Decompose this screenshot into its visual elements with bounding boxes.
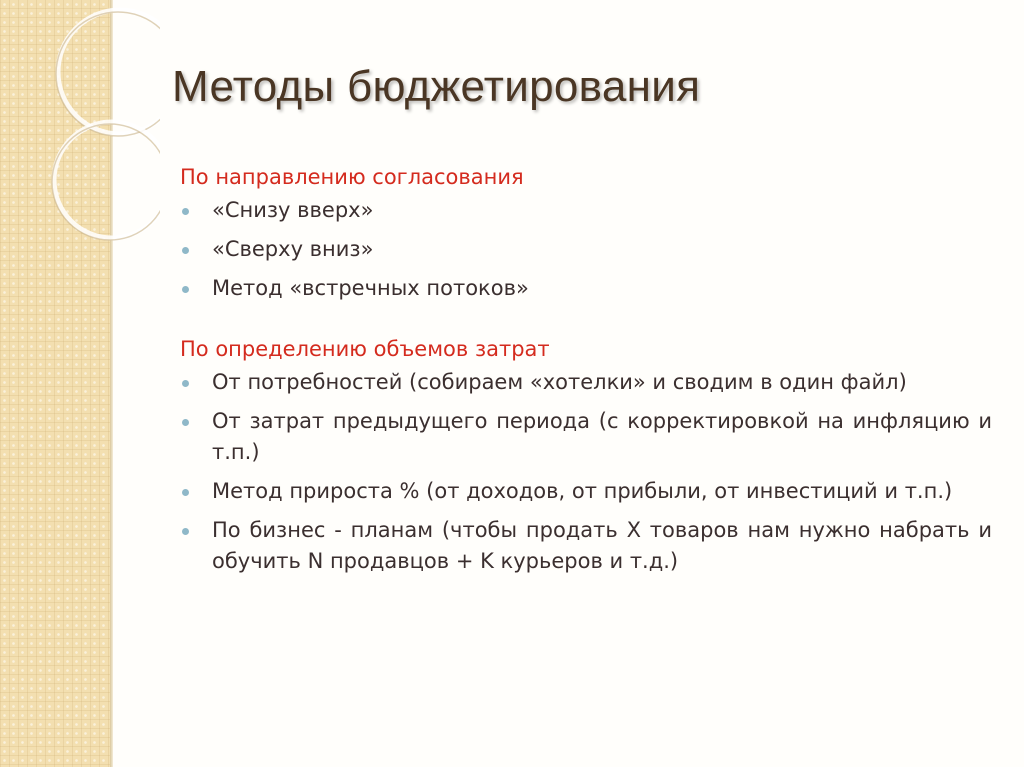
bullet-icon (182, 286, 189, 293)
slide-title: Методы бюджетирования (172, 62, 701, 111)
list-item-text: От затрат предыдущего периода (с корректировкой на инфляцию и т.п.) (212, 409, 992, 464)
list-item (180, 195, 992, 226)
section-heading-approval-direction: По направлению согласования (180, 165, 524, 189)
list-item (180, 367, 992, 398)
decorative-rings-icon (0, 0, 160, 260)
bullet-list-approval-direction (180, 195, 992, 304)
bullet-icon (182, 208, 189, 215)
list-item (180, 273, 992, 304)
list-item (180, 476, 992, 507)
slide-content (180, 162, 992, 585)
list-item-text: «Сверху вниз» (212, 237, 374, 261)
section-heading-cost-volume: По определению объемов затрат (180, 337, 550, 361)
bullet-icon (182, 528, 189, 535)
list-item-text: Метод прироста % (от доходов, от прибыли, от инвестиций и т.п.) (212, 479, 953, 503)
list-item-text: «Снизу вверх» (212, 198, 374, 222)
bullet-list-cost-volume (180, 367, 992, 577)
list-item (180, 234, 992, 265)
bullet-icon (182, 419, 189, 426)
bullet-icon (182, 489, 189, 496)
list-item-text: Метод «встречных потоков» (212, 276, 529, 300)
list-item (180, 515, 992, 577)
list-item-text: От потребностей (собираем «хотелки» и сводим в один файл) (212, 370, 907, 394)
bullet-icon (182, 380, 189, 387)
bullet-icon (182, 247, 189, 254)
list-item-text: По бизнес - планам (чтобы продать X товаров нам нужно набрать и обучить N продавцов + K курьеров и т.д.) (212, 518, 992, 573)
list-item (180, 406, 992, 468)
